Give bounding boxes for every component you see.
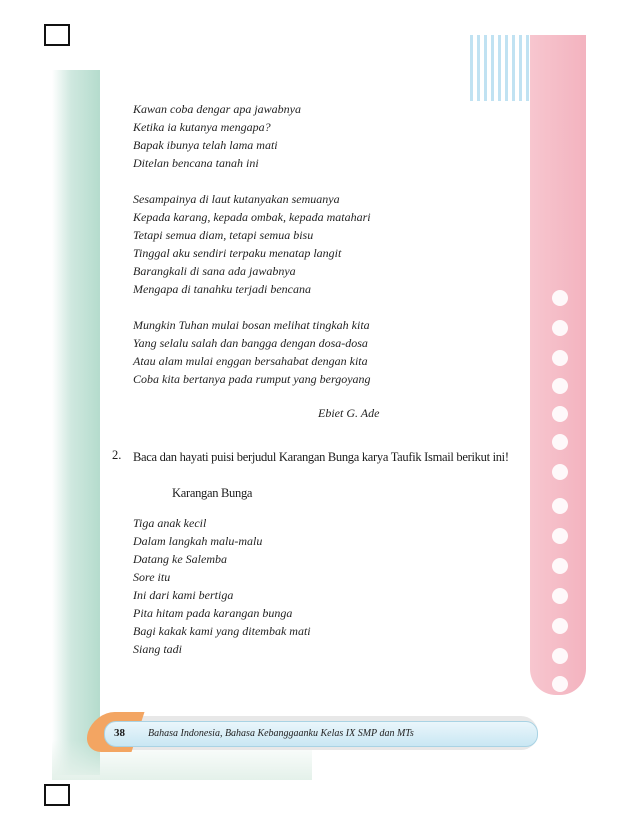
- poem-line: Coba kita bertanya pada rumput yang bergoyang: [133, 372, 371, 386]
- poem-stanza-1: [133, 100, 301, 172]
- question-number: 2.: [112, 448, 122, 462]
- poem-line: Kawan coba dengar apa jawabnya: [133, 102, 301, 116]
- footer-book-title: Bahasa Indonesia, Bahasa Kebanggaanku Kelas IX SMP dan MTs: [148, 728, 414, 739]
- poem-stanza-3: [133, 316, 371, 388]
- poem-line: Tetapi semua diam, tetapi semua bisu: [133, 228, 314, 242]
- poem-author: Ebiet G. Ade: [318, 406, 380, 420]
- poem-line: Tinggal aku sendiri terpaku menatap langit: [133, 246, 342, 260]
- question-text: Baca dan hayati puisi berjudul Karangan Bunga karya Taufik Ismail berikut ini!: [133, 450, 509, 464]
- poem-line: Bagi kakak kami yang ditembak mati: [133, 624, 311, 638]
- poem-stanza-2: [133, 190, 371, 298]
- poem-line: Ini dari kami bertiga: [133, 588, 234, 602]
- poem-line: Mungkin Tuhan mulai bosan melihat tingkah kita: [133, 318, 370, 332]
- poem-line: Siang tadi: [133, 642, 183, 656]
- poem-line: Yang selalu salah dan bangga dengan dosa-dosa: [133, 336, 368, 350]
- poem-line: Datang ke Salemba: [133, 552, 227, 566]
- poem-line: Mengapa di tanahku terjadi bencana: [133, 282, 311, 296]
- poem-line: Bapak ibunya telah lama mati: [133, 138, 278, 152]
- poem-line: Dalam langkah malu-malu: [133, 534, 263, 548]
- poem-line: Barangkali di sana ada jawabnya: [133, 264, 296, 278]
- poem-line: Pita hitam pada karangan bunga: [133, 606, 293, 620]
- poem-line: Atau alam mulai enggan bersahabat dengan kita: [133, 354, 368, 368]
- poem2-stanza: [133, 514, 311, 658]
- poem-line: Kepada karang, kepada ombak, kepada matahari: [133, 210, 371, 224]
- poem-line: Tiga anak kecil: [133, 516, 207, 530]
- page-number: 38: [114, 727, 125, 739]
- poem-title: Karangan Bunga: [172, 486, 253, 500]
- poem-line: Sore itu: [133, 570, 171, 584]
- poem-line: Ditelan bencana tanah ini: [133, 156, 259, 170]
- poem-line: Sesampainya di laut kutanyakan semuanya: [133, 192, 340, 206]
- poem-line: Ketika ia kutanya mengapa?: [133, 120, 271, 134]
